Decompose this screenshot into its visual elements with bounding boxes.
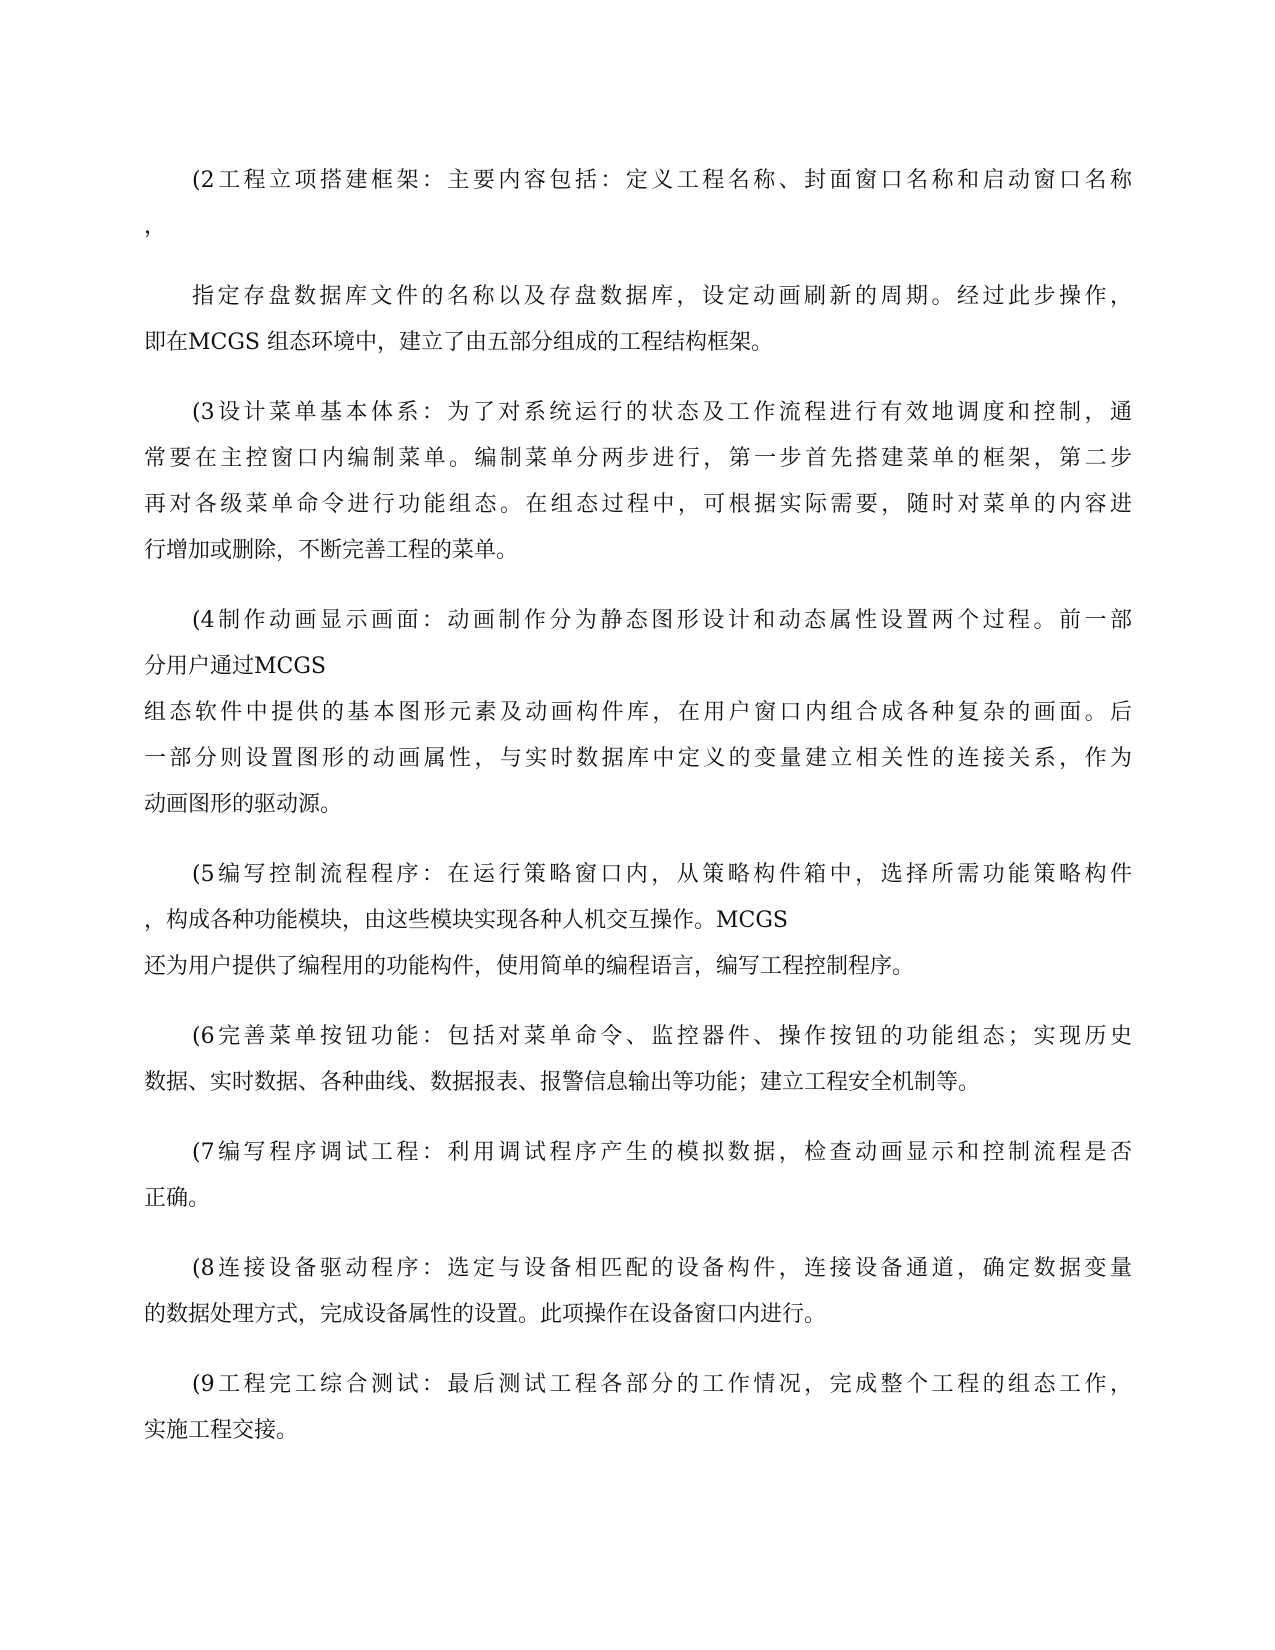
paragraph-line: 分用户通过MCGS [144,654,327,679]
paragraph-line: (4制作动画显示画面：动画制作分为静态图形设计和动态属性设置两个过程。前一部 [192,608,1132,633]
paragraph-line: 动画图形的驱动源。 [144,792,343,817]
paragraph-step-9 [144,1362,1132,1454]
paragraph-line: (3设计菜单基本体系：为了对系统运行的状态及工作流程进行有效地调度和控制，通 [192,400,1132,425]
paragraph-line: (8连接设备驱动程序：选定与设备相匹配的设备构件，连接设备通道，确定数据变量 [192,1256,1132,1281]
paragraph-line: ， [144,214,167,239]
paragraph-step-2 [144,158,1132,250]
paragraph-line: (2工程立项搭建框架：主要内容包括：定义工程名称、封面窗口名称和启动窗口名称 [192,168,1132,193]
paragraph-step-5 [144,852,1132,990]
paragraph-step-6 [144,1014,1132,1106]
paragraph-line: (7编写程序调试工程：利用调试程序产生的模拟数据，检查动画显示和控制流程是否 [192,1140,1132,1165]
paragraph-line: 即在MCGS 组态环境中，建立了由五部分组成的工程结构框架。 [144,330,773,355]
paragraph-step-7 [144,1130,1132,1222]
paragraph-line: ，构成各种功能模块，由这些模块实现各种人机交互操作。MCGS [144,908,789,933]
paragraph-line: 还为用户提供了编程用的功能构件，使用简单的编程语言，编写工程控制程序。 [144,954,915,979]
paragraph-line: 一部分则设置图形的动画属性，与实时数据库中定义的变量建立相关性的连接关系，作为 [144,746,1132,771]
paragraph-line: 再对各级菜单命令进行功能组态。在组态过程中，可根据实际需要，随时对菜单的内容进 [144,492,1132,517]
paragraph-line: 实施工程交接。 [144,1418,299,1443]
paragraph-line: (6完善菜单按钮功能：包括对菜单命令、监控器件、操作按钮的功能组态；实现历史 [192,1024,1132,1049]
paragraph-step-4 [144,598,1132,828]
paragraph-line: 数据、实时数据、各种曲线、数据报表、报警信息输出等功能；建立工程安全机制等。 [144,1070,981,1095]
paragraph-line: (5编写控制流程程序：在运行策略窗口内，从策略构件箱中，选择所需功能策略构件 [192,862,1132,887]
paragraph-line: (9工程完工综合测试：最后测试工程各部分的工作情况，完成整个工程的组态工作， [192,1372,1132,1397]
paragraph-step-2-continued [144,274,1132,366]
paragraph-line: 指定存盘数据库文件的名称以及存盘数据库，设定动画刷新的周期。经过此步操作， [192,284,1132,309]
paragraph-line: 常要在主控窗口内编制菜单。编制菜单分两步进行，第一步首先搭建菜单的框架，第二步 [144,446,1132,471]
paragraph-line: 的数据处理方式，完成设备属性的设置。此项操作在设备窗口内进行。 [144,1302,827,1327]
document-body [144,158,1132,1478]
paragraph-step-8 [144,1246,1132,1338]
paragraph-line: 组态软件中提供的基本图形元素及动画构件库，在用户窗口内组合成各种复杂的画面。后 [144,700,1132,725]
paragraph-line: 正确。 [144,1186,211,1211]
paragraph-step-3 [144,390,1132,574]
paragraph-line: 行增加或删除，不断完善工程的菜单。 [144,538,519,563]
